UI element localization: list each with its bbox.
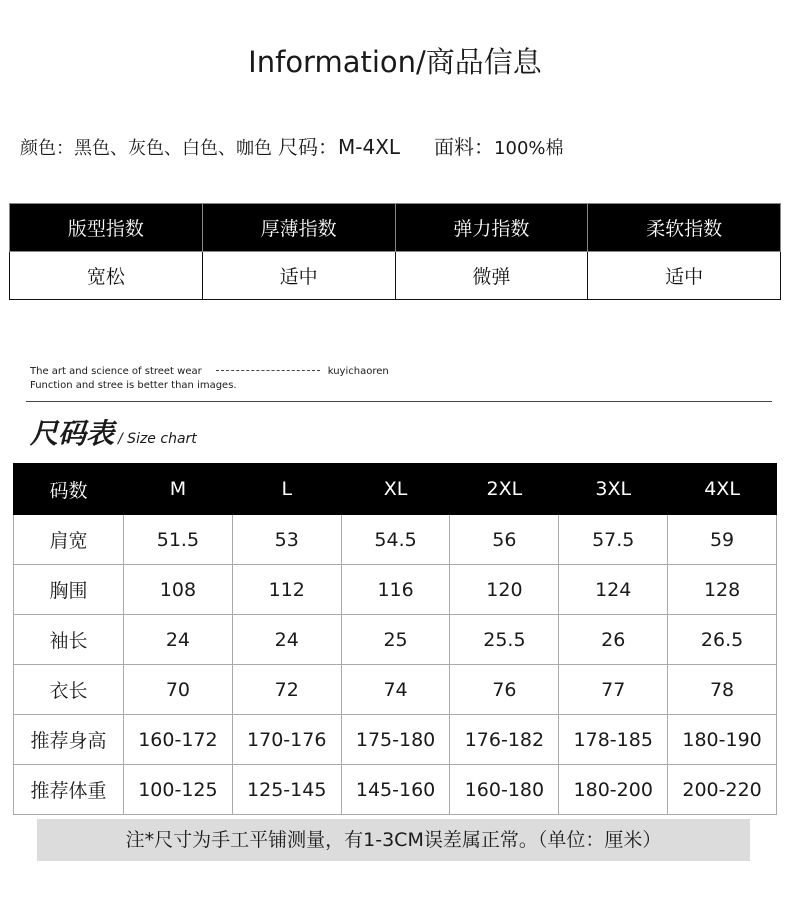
brand-subline: Function and stree is better than images. (30, 380, 237, 391)
brand-name: kuyichaoren (327, 366, 389, 377)
index-header: 弹力指数 (395, 204, 588, 252)
table-cell: 24 (124, 615, 233, 665)
divider (26, 401, 772, 402)
table-cell: 200-220 (668, 765, 777, 815)
color-value: 黑色、灰色、白色、咖色 (74, 138, 272, 159)
table-cell: 70 (124, 665, 233, 715)
brand-tagline-text: The art and science of street wear (30, 366, 202, 377)
table-cell: 170-176 (232, 715, 341, 765)
table-cell: 56 (450, 515, 559, 565)
table-cell: 176-182 (450, 715, 559, 765)
brand-tagline (30, 366, 389, 377)
table-cell: 25 (341, 615, 450, 665)
row-label: 推荐身高 (14, 715, 124, 765)
index-value: 适中 (588, 252, 781, 300)
table-cell: 54.5 (341, 515, 450, 565)
table-cell: 112 (232, 565, 341, 615)
table-row (14, 565, 777, 615)
measurement-note: 注*尺寸为手工平铺测量，有1-3CM误差属正常。（单位：厘米） (37, 819, 750, 861)
table-cell: 120 (450, 565, 559, 615)
size-chart-table (13, 463, 777, 815)
table-cell: 178-185 (559, 715, 668, 765)
table-cell: 128 (668, 565, 777, 615)
size-chart-title-cn: 尺码表 (30, 417, 115, 450)
dotted-divider (216, 370, 320, 371)
table-cell: 76 (450, 665, 559, 715)
size-header: M (124, 464, 233, 515)
size-chart-title-en: / Size chart (118, 431, 197, 447)
row-label: 衣长 (14, 665, 124, 715)
table-cell: 74 (341, 665, 450, 715)
table-cell: 51.5 (124, 515, 233, 565)
table-cell: 100-125 (124, 765, 233, 815)
index-value: 宽松 (10, 252, 203, 300)
product-info-line (20, 131, 564, 160)
table-cell: 160-180 (450, 765, 559, 815)
index-header: 版型指数 (10, 204, 203, 252)
index-header-row (10, 204, 781, 252)
size-chart-heading (30, 412, 197, 452)
row-label: 袖长 (14, 615, 124, 665)
page-title: Information/商品信息 (248, 45, 542, 79)
table-cell: 124 (559, 565, 668, 615)
table-cell: 72 (232, 665, 341, 715)
table-row (14, 615, 777, 665)
size-label: 尺码： (278, 135, 338, 159)
table-cell: 77 (559, 665, 668, 715)
size-header: L (232, 464, 341, 515)
size-header-row (14, 464, 777, 515)
table-cell: 145-160 (341, 765, 450, 815)
table-row (14, 515, 777, 565)
size-header: 4XL (668, 464, 777, 515)
row-label: 推荐体重 (14, 765, 124, 815)
table-cell: 24 (232, 615, 341, 665)
size-header-label: 码数 (14, 464, 124, 515)
table-row (14, 715, 777, 765)
index-header: 柔软指数 (588, 204, 781, 252)
table-cell: 116 (341, 565, 450, 615)
table-cell: 26 (559, 615, 668, 665)
row-label: 胸围 (14, 565, 124, 615)
table-cell: 108 (124, 565, 233, 615)
size-header: 3XL (559, 464, 668, 515)
size-value: M-4XL (338, 135, 401, 159)
table-row (14, 665, 777, 715)
fabric-value: 100%棉 (494, 138, 564, 159)
table-cell: 180-200 (559, 765, 668, 815)
fabric-label: 面料： (434, 135, 495, 159)
table-cell: 26.5 (668, 615, 777, 665)
table-cell: 175-180 (341, 715, 450, 765)
color-label: 颜色： (20, 138, 74, 159)
table-row (14, 765, 777, 815)
index-value: 微弹 (395, 252, 588, 300)
size-header: XL (341, 464, 450, 515)
size-header: 2XL (450, 464, 559, 515)
table-cell: 25.5 (450, 615, 559, 665)
index-value: 适中 (202, 252, 395, 300)
table-cell: 125-145 (232, 765, 341, 815)
table-cell: 59 (668, 515, 777, 565)
table-cell: 180-190 (668, 715, 777, 765)
table-cell: 57.5 (559, 515, 668, 565)
table-cell: 160-172 (124, 715, 233, 765)
index-header: 厚薄指数 (202, 204, 395, 252)
index-table (9, 203, 781, 300)
row-label: 肩宽 (14, 515, 124, 565)
table-cell: 78 (668, 665, 777, 715)
table-cell: 53 (232, 515, 341, 565)
index-value-row (10, 252, 781, 300)
